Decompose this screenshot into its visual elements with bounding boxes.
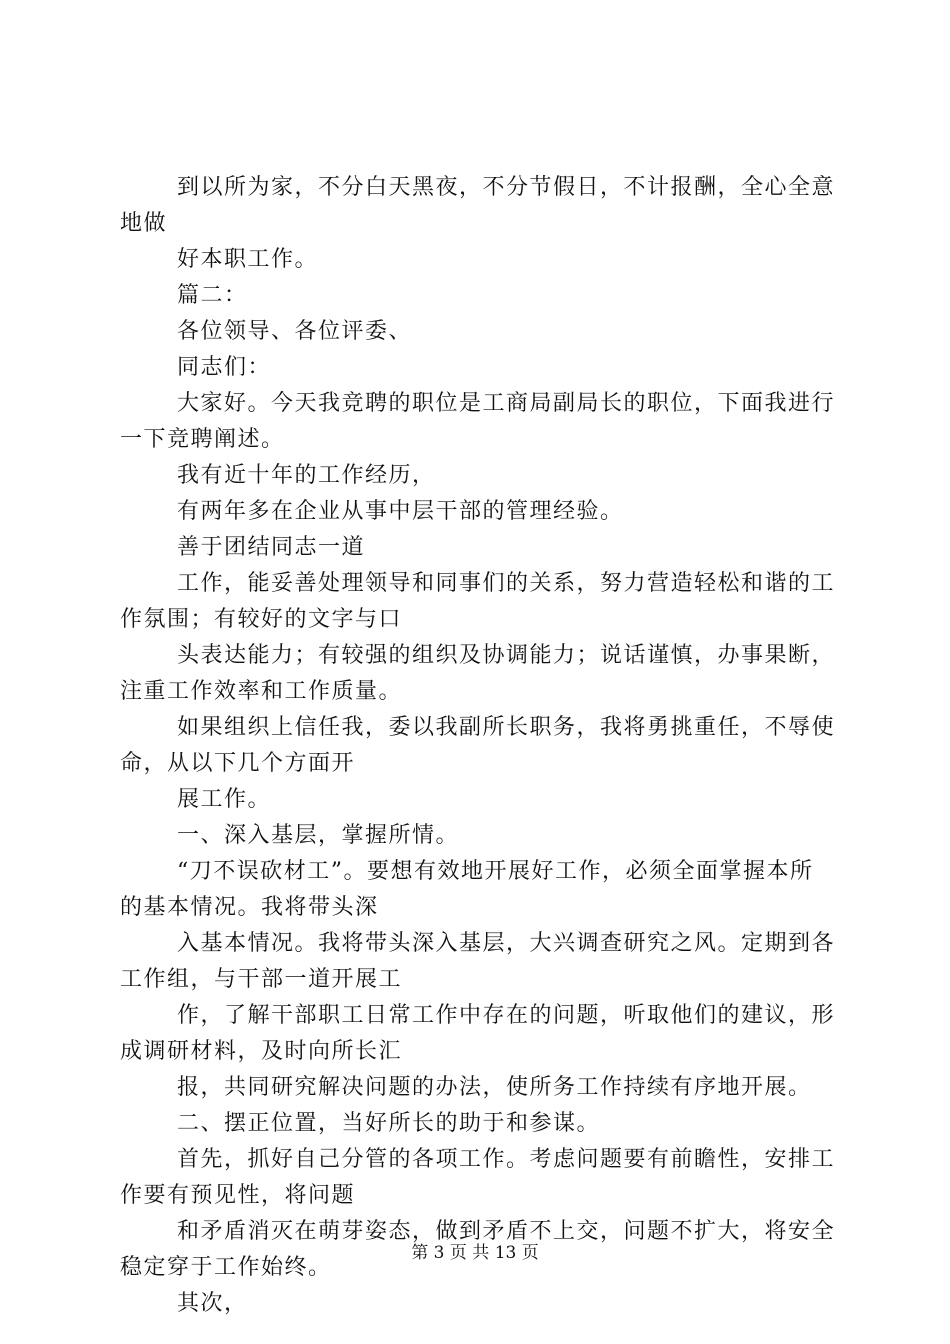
paragraph: 好本职工作。 [177, 247, 319, 272]
paragraph: “刀不误砍材工”。要想有效地开展好工作，必须全面掌握本所的基本情况。我将带头深 [120, 859, 814, 920]
paragraph: 同志们： [177, 355, 272, 380]
paragraph: 头表达能力；有较强的组织及协调能力；说话谨慎，办事果断，注重工作效率和工作质量。 [120, 643, 836, 704]
paragraph: 工作，能妥善处理领导和同事们的关系，努力营造轻松和谐的工作氛围；有较好的文字与口 [120, 571, 836, 632]
section-heading: 二、摆正位置，当好所长的助于和参谋。 [177, 1111, 601, 1136]
paragraph: 到以所为家，不分白天黑夜，不分节假日，不计报酬，全心全意地做 [120, 175, 836, 236]
paragraph: 首先，抓好自己分管的各项工作。考虑问题要有前瞻性，安排工作要有预见性，将问题 [120, 1147, 836, 1208]
paragraph: 作，了解干部职工日常工作中存在的问题，听取他们的建议，形成调研材料，及时向所长汇 [120, 1003, 836, 1064]
paragraph: 如果组织上信任我，委以我副所长职务，我将勇挑重任，不辱使命，从以下几个方面开 [120, 715, 836, 776]
paragraph: 篇二： [177, 283, 248, 308]
section-heading: 一、深入基层，掌握所情。 [177, 823, 460, 848]
paragraph: 各位领导、各位评委、 [177, 319, 413, 344]
paragraph: 其次， [177, 1291, 248, 1316]
paragraph: 和矛盾消灭在萌芽姿态，做到矛盾不上交，问题不扩大，将安全稳定穿于工作始终。 [120, 1219, 836, 1280]
page-number-footer: 第 3 页 共 13 页 [411, 1243, 539, 1263]
paragraph: 报，共同研究解决问题的办法，使所务工作持续有序地开展。 [177, 1075, 812, 1100]
paragraph: 有两年多在企业从事中层干部的管理经验。 [177, 499, 624, 524]
document-body [120, 170, 835, 1322]
paragraph: 展工作。 [177, 787, 272, 812]
paragraph: 善于团结同志一道 [177, 535, 366, 560]
paragraph: 入基本情况。我将带头深入基层，大兴调查研究之风。定期到各工作组，与干部一道开展工 [120, 931, 836, 992]
paragraph: 大家好。今天我竞聘的职位是工商局副局长的职位，下面我进行一下竞聘阐述。 [120, 391, 836, 452]
paragraph: 我有近十年的工作经历， [177, 463, 436, 488]
